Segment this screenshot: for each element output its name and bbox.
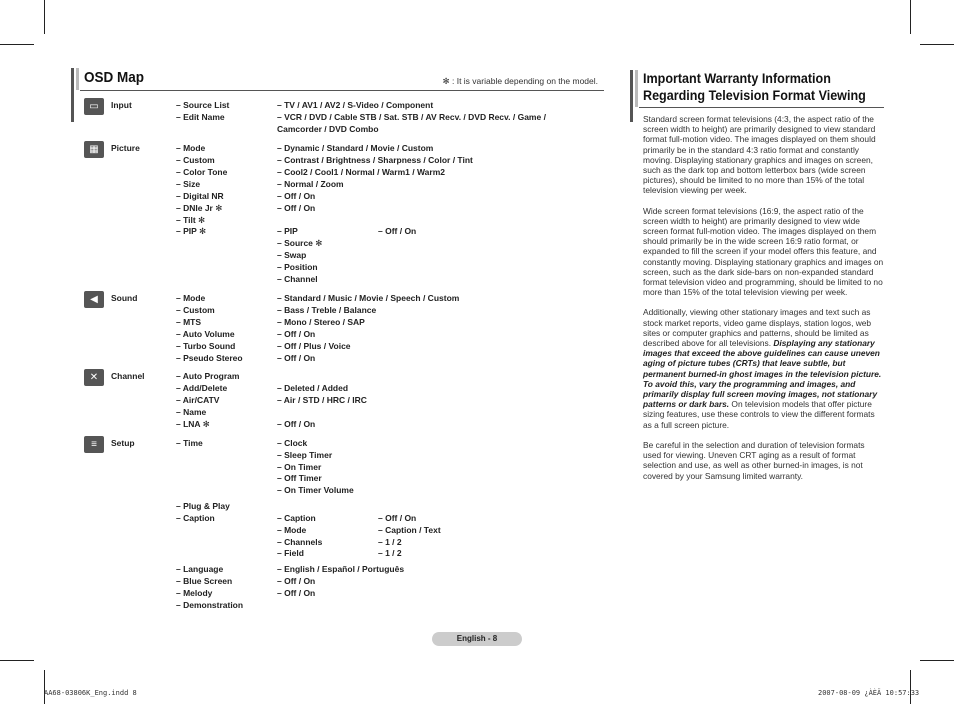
- warranty-paragraph-2: Wide screen format televisions (16:9, the aspect ratio of the screen width to height) are primarily designed to view wide screen format full-motion video. The images displayed on them should primarily be in the wide screen 16:9 ratio format, or expanded to fill the screen if your model offers this feature, and constantly moving. Displaying stationary graphics and images on screen, such as the dark side-bars on non-expanded standard format television video and programming, should be limited to no more than 15% of the total television viewing per week.: [643, 205, 884, 298]
- osd-row-item: – Name: [176, 407, 207, 417]
- osd-row-value: – Mode: [277, 525, 307, 535]
- osd-row-value: – TV / AV1 / AV2 / S-Video / Component: [277, 100, 434, 110]
- osd-row-value: – Off / On: [277, 353, 316, 363]
- osd-section-sound: Sound: [111, 293, 138, 303]
- osd-row-value: – Sleep Timer: [277, 450, 333, 460]
- osd-row-item: – Language: [176, 564, 224, 574]
- osd-row-value: – Deleted / Added: [277, 383, 349, 393]
- page-number-badge: English - 8: [432, 632, 522, 646]
- warranty-p3-end: On television models that offer picture sizing features, use these controls to view the different formats as a full screen picture.: [643, 399, 875, 430]
- osd-row-value: – English / Español / Português: [277, 564, 405, 574]
- osd-row-value: Camcorder / DVD Combo: [277, 124, 379, 134]
- osd-row-item: – Time: [176, 438, 203, 448]
- footer-timestamp: 2007-08-09 ¿ÀÈÄ 10:57:33: [818, 689, 920, 697]
- osd-row-value: – Off / Plus / Voice: [277, 341, 351, 351]
- osd-row-sub: – 1 / 2: [378, 537, 402, 547]
- osd-row-value: – VCR / DVD / Cable STB / Sat. STB / AV Recv. / DVD Recv. / Game /: [277, 112, 546, 122]
- osd-row-value: – Bass / Treble / Balance: [277, 305, 377, 315]
- osd-row-sub: – Off / On: [378, 513, 417, 523]
- osd-row-item: – Mode: [176, 293, 206, 303]
- osd-row-value: – Cool2 / Cool1 / Normal / Warm1 / Warm2: [277, 167, 445, 177]
- osd-row-value: – Off / On: [277, 588, 316, 598]
- picture-icon: ▦: [84, 141, 104, 158]
- osd-row-item: – Plug & Play: [176, 501, 230, 511]
- warranty-header-bar: [630, 70, 633, 122]
- osd-row-item: – Pseudo Stereo: [176, 353, 243, 363]
- osd-row-value: – Channel: [277, 274, 318, 284]
- osd-row-item: – DNIe Jr ✻: [176, 203, 223, 213]
- osd-row-item: – Blue Screen: [176, 576, 233, 586]
- warranty-header-bar-light: [635, 70, 638, 107]
- antenna-icon: ✕: [84, 369, 104, 386]
- osd-row-item: – Edit Name: [176, 112, 225, 122]
- osd-section-setup: Setup: [111, 438, 135, 448]
- osd-row-sub: – Caption / Text: [378, 525, 441, 535]
- osd-row-value: – Contrast / Brightness / Sharpness / Color / Tint: [277, 155, 473, 165]
- osd-map-title: OSD Map: [84, 69, 145, 86]
- osd-row-item: – Size: [176, 179, 201, 189]
- osd-row-sub: – Off / On: [378, 226, 417, 236]
- osd-row-item: – Custom: [176, 155, 215, 165]
- osd-row-value: – Standard / Music / Movie / Speech / Custom: [277, 293, 460, 303]
- osd-row-value: – Swap: [277, 250, 307, 260]
- warranty-paragraph-1: Standard screen format televisions (4:3, the aspect ratio of the screen width to height) are primarily designed to view standard format full-motion video. The images displayed on them should primarily be in the standard 4:3 ratio format and constantly moving. Displaying stationary graphics and images on screen, such as the dark top and bottom letterbox bars (wide screen pictures), should be limited to no more than 15% of the total television viewing per week.: [643, 114, 876, 196]
- warranty-p3-bold: Displaying any stationary images that exceed the above guidelines can cause uneven aging of picture tubes (CRTs) that leave subtle, but permanent burned-in ghost images in the television picture. To avoid this, vary the programming and images, and primarily display full screen moving images, not stationary patterns or dark bars.: [643, 338, 882, 410]
- osd-row-item: – Tilt ✻: [176, 215, 206, 225]
- warranty-paragraph-3: [643, 307, 885, 429]
- speaker-icon: ◀: [84, 291, 104, 308]
- warranty-paragraph-4: Be careful in the selection and duration of television formats used for viewing. Uneven CRT aging as a result of format selection and use, as well as other burned-in images, is not covered by your Samsung limited warranty.: [643, 439, 865, 481]
- osd-section-input: Input: [111, 100, 132, 110]
- osd-row-sub: – 1 / 2: [378, 548, 402, 558]
- warranty-title: Important Warranty Information Regarding Television Format Viewing: [643, 71, 866, 103]
- osd-row-value: – Caption: [277, 513, 316, 523]
- osd-row-value: – Field: [277, 548, 304, 558]
- osd-row-value: – On Timer Volume: [277, 485, 354, 495]
- osd-row-value: – Normal / Zoom: [277, 179, 344, 189]
- osd-row-item: – Source List: [176, 100, 230, 110]
- osd-row-value: – Off / On: [277, 329, 316, 339]
- osd-section-channel: Channel: [111, 371, 145, 381]
- osd-row-value: – PIP: [277, 226, 298, 236]
- osd-section-picture: Picture: [111, 143, 140, 153]
- osd-row-item: – Turbo Sound: [176, 341, 236, 351]
- osd-row-item: – MTS: [176, 317, 202, 327]
- osd-row-value: – Off / On: [277, 203, 316, 213]
- osd-row-value: – Air / STD / HRC / IRC: [277, 395, 367, 405]
- osd-row-item: – Add/Delete: [176, 383, 228, 393]
- osd-row-value: – Position: [277, 262, 318, 272]
- osd-row-item: – Melody: [176, 588, 213, 598]
- osd-row-item: – Air/CATV: [176, 395, 220, 405]
- osd-rule: [80, 90, 604, 91]
- osd-row-item: – Custom: [176, 305, 215, 315]
- input-icon: ▭: [84, 98, 104, 115]
- osd-row-value: – On Timer: [277, 462, 322, 472]
- osd-row-item: – PIP ✻: [176, 226, 207, 236]
- osd-variable-note: ✻ : It is variable depending on the model.: [442, 76, 598, 86]
- sliders-icon: ≡: [84, 436, 104, 453]
- osd-row-item: – Demonstration: [176, 600, 244, 610]
- warranty-p3-start: Additionally, viewing other stationary images and text such as stock market reports, video game displays, station logos, web sites or computer graphics and patterns, should be limited as described above for all televisions.: [643, 307, 872, 349]
- osd-row-item: – Caption: [176, 513, 215, 523]
- osd-row-item: – Auto Program: [176, 371, 240, 381]
- osd-row-value: – Off / On: [277, 191, 316, 201]
- osd-row-value: – Source ✻: [277, 238, 323, 248]
- osd-row-value: – Mono / Stereo / SAP: [277, 317, 365, 327]
- osd-row-item: – Mode: [176, 143, 206, 153]
- osd-header-bar-light: [76, 68, 79, 90]
- osd-row-item: – Digital NR: [176, 191, 224, 201]
- warranty-rule: [639, 107, 884, 108]
- osd-row-value: – Channels: [277, 537, 323, 547]
- osd-row-value: – Clock: [277, 438, 308, 448]
- osd-header-bar: [71, 68, 74, 122]
- osd-row-item: – Auto Volume: [176, 329, 235, 339]
- footer-file-info: AA68-03806K_Eng.indd 8: [44, 689, 137, 697]
- warranty-body: [643, 114, 885, 491]
- osd-row-value: – Off / On: [277, 419, 316, 429]
- osd-row-value: – Off Timer: [277, 473, 322, 483]
- osd-row-item: – LNA ✻: [176, 419, 210, 429]
- osd-row-item: – Color Tone: [176, 167, 228, 177]
- osd-row-value: – Off / On: [277, 576, 316, 586]
- osd-row-value: – Dynamic / Standard / Movie / Custom: [277, 143, 434, 153]
